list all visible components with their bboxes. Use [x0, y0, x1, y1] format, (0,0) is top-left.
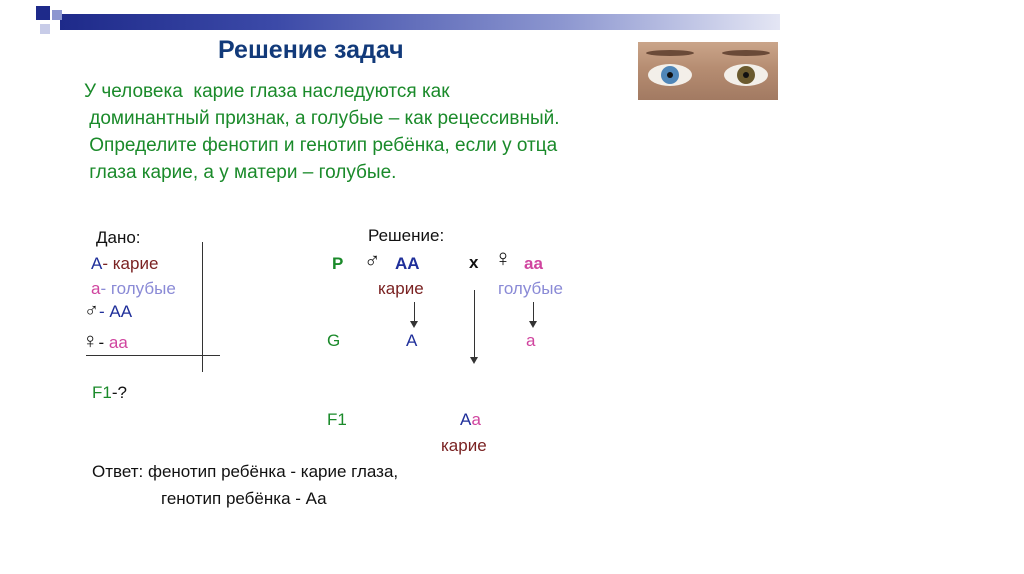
answer-line: генотип ребёнка - Аа	[161, 489, 327, 508]
problem-line: глаза карие, а у матери – голубые.	[84, 162, 397, 183]
problem-line: У человека карие глаза наследуются как	[84, 81, 450, 102]
arrow-down-icon	[533, 302, 534, 322]
male-genotype: АА	[395, 254, 420, 273]
given-heading: Дано:	[96, 228, 141, 247]
arrow-down-icon	[414, 302, 415, 322]
female-sign-icon: ♀	[82, 328, 99, 353]
female-sign-icon: ♀	[494, 245, 512, 272]
header-square-decoration	[36, 6, 50, 20]
answer-line: Ответ: фенотип ребёнка - карие глаза,	[92, 462, 399, 481]
solution-heading: Решение:	[368, 226, 445, 245]
given-recessive: а- голубые	[91, 279, 176, 298]
given-male: ♂- АА	[84, 300, 133, 322]
given-divider-vertical	[202, 242, 203, 372]
gamete-male: А	[406, 331, 418, 350]
cross-sign: х	[469, 253, 479, 272]
female-genotype: аа	[524, 254, 543, 273]
f1-genotype: Аа	[460, 410, 481, 429]
header-square-decoration	[52, 10, 62, 20]
gametes-label: G	[327, 331, 341, 350]
male-sign-icon: ♂	[364, 248, 381, 273]
given-divider-horizontal	[86, 355, 220, 356]
header-square-decoration	[40, 24, 50, 34]
gamete-female: а	[526, 331, 536, 350]
given-dominant: А- карие	[91, 254, 159, 273]
problem-line: Определите фенотип и генотип ребёнка, если у отца	[84, 135, 558, 156]
eyes-photo	[638, 42, 778, 100]
question: F1-?	[92, 383, 127, 402]
f1-phenotype: карие	[441, 436, 487, 455]
header-gradient-band	[60, 14, 780, 30]
slide-title: Решение задач	[218, 36, 404, 64]
f1-label: F1	[327, 410, 347, 429]
male-sign-icon: ♂	[84, 300, 99, 322]
arrow-down-icon	[474, 290, 475, 358]
female-phenotype: голубые	[498, 279, 563, 298]
problem-line: доминантный признак, а голубые – как рецессивный.	[84, 108, 560, 129]
parents-label: Р	[332, 254, 344, 273]
problem-statement	[84, 78, 560, 186]
given-female: ♀- аа	[82, 328, 128, 353]
male-phenotype: карие	[378, 279, 424, 298]
